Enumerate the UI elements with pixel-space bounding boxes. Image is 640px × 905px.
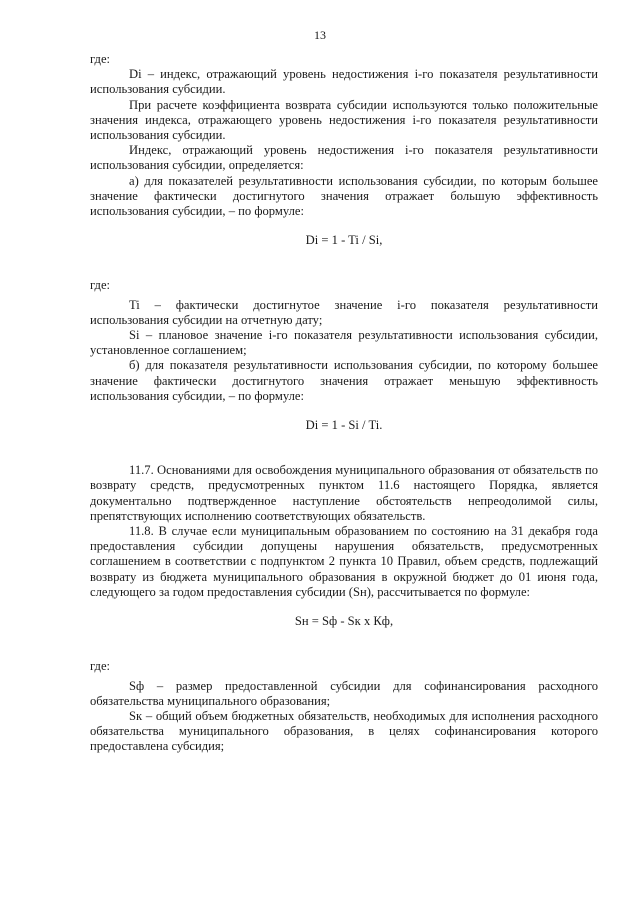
item-b: б) для показателя результативности использования субсидии, по которому большее значение фактически достигнутого значения отражает меньшую эффективность использования субсидии, – по формуле: xyxy=(90,358,598,403)
formula-sn: Sн = Sф - Sк х Кф, xyxy=(294,614,394,629)
page-number: 13 xyxy=(314,28,326,42)
where-label: где: xyxy=(90,278,111,293)
where-label: где: xyxy=(90,52,111,66)
definition-si: Si – плановое значение i-го показателя результативности использования субсидии, установленное соглашением; xyxy=(90,328,598,358)
section-11-8: 11.8. В случае если муниципальным образованием по состоянию на 31 декабря года предоставления субсидии допущены нарушения обязательств, предусмотренных соглашением в соответствии с подпунктом 2 пункта 10 Правил, объем средств, подлежащий возврату из бюджета муниципального образования в окружной бюджет до 01 июня года, следующего за годом предоставления субсидии (Sн), рассчитывается по формуле: xyxy=(90,524,598,599)
definition-ti: Ti – фактически достигнутое значение i-го показателя результативности использования субсидии на отчетную дату; xyxy=(90,297,598,327)
definition-di: Di – индекс, отражающий уровень недостижения i-го показателя результативности использования субсидии. xyxy=(90,67,598,97)
definition-sk: Sк – общий объем бюджетных обязательств, необходимых для исполнения расходного обязательства муниципального образования, в целях софинансирования которого предоставлена субсидия; xyxy=(90,708,598,754)
paragraph-index-defined: Индекс, отражающий уровень недостижения i-го показателя результативности использования субсидии, определяется: xyxy=(90,143,598,173)
formula-di-b: Di = 1 - Si / Ti. xyxy=(305,418,383,433)
paragraph-positive-values: При расчете коэффициента возврата субсидии используются только положительные значения индекса, отражающего уровень недостижения i-го показателя результативности использования субсидии. xyxy=(90,97,598,143)
item-a: а) для показателей результативности использования субсидии, по которым большее значение фактически достигнутого значения отражает большую эффективность использования субсидии, – по формуле: xyxy=(90,173,598,219)
page-content xyxy=(90,52,598,755)
formula-di-a: Di = 1 - Ti / Si, xyxy=(305,233,383,248)
section-11-7: 11.7. Основаниями для освобождения муниципального образования от обязательств по возврату средств, предусмотренных пунктом 11.6 настоящего Порядка, является документально подтвержденное наступление обстоятельств непреодолимой силы, препятствующих исполнению соответствующих обязательств. xyxy=(90,463,598,523)
where-label: где: xyxy=(90,659,111,674)
definition-sf: Sф – размер предоставленной субсидии для софинансирования расходного обязательства муниципального образования; xyxy=(90,678,598,708)
